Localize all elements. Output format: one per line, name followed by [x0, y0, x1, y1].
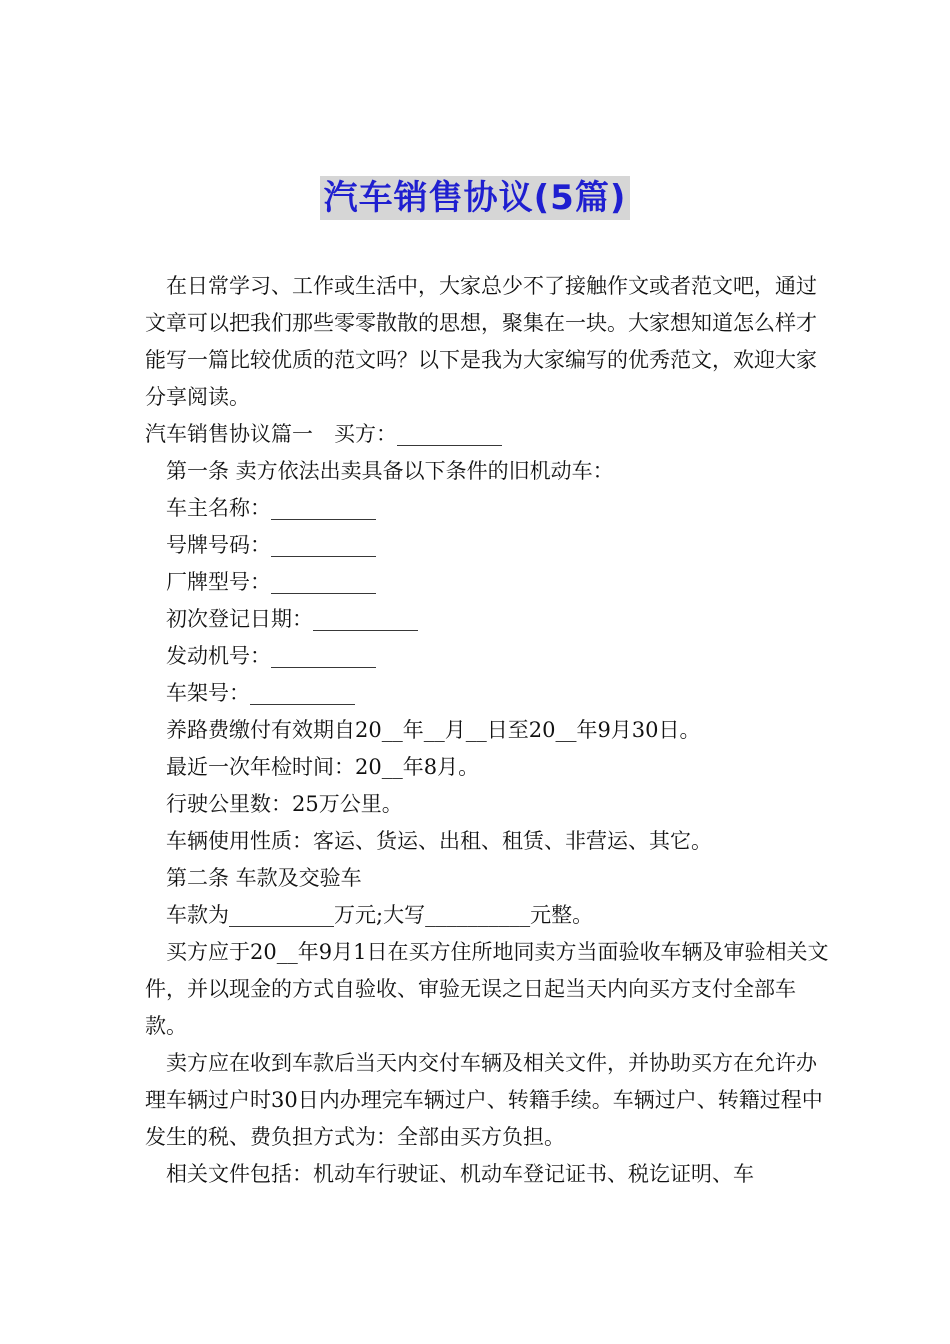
section-heading-buyer: 汽车销售协议篇一 买方：__________ — [145, 422, 502, 446]
document-body — [145, 268, 835, 1193]
article-one: 第一条 卖方依法出卖具备以下条件的旧机动车： — [166, 459, 614, 483]
field-usage-type: 车辆使用性质：客运、货运、出租、租赁、非营运、其它。 — [166, 829, 712, 853]
field-last-inspection: 最近一次年检时间：20__年8月。 — [166, 755, 480, 779]
field-registration-date: 初次登记日期：__________ — [166, 607, 418, 631]
field-engine-number: 发动机号：__________ — [166, 644, 376, 668]
field-frame-number: 车架号：__________ — [166, 681, 355, 705]
document-title: 汽车销售协议(5篇) — [320, 176, 631, 220]
paragraph-documents: 相关文件包括：机动车行驶证、机动车登记证书、税讫证明、车 — [166, 1162, 754, 1186]
field-plate-number: 号牌号码：__________ — [166, 533, 376, 557]
paragraph-delivery: 卖方应在收到车款后当天内交付车辆及相关文件，并协助买方在允许办理车辆过户时30日内办理完车辆过户、转籍手续。车辆过户、转籍过程中发生的税、费负担方式为：全部由买方负担。 — [145, 1051, 823, 1149]
field-price: 车款为__________万元;大写__________元整。 — [166, 903, 594, 927]
title-container — [0, 176, 950, 220]
paragraph-payment: 买方应于20__年9月1日在买方住所地同卖方当面验收车辆及审验相关文件，并以现金的方式自验收、审验无误之日起当天内向买方支付全部车款。 — [145, 940, 829, 1038]
field-owner-name: 车主名称：__________ — [166, 496, 376, 520]
intro-paragraph: 在日常学习、工作或生活中，大家总少不了接触作文或者范文吧，通过文章可以把我们那些零零散散的思想，聚集在一块。大家想知道怎么样才能写一篇比较优质的范文吗？以下是我为大家编写的优秀范文，欢迎大家分享阅读。 — [145, 274, 817, 409]
article-two: 第二条 车款及交验车 — [166, 866, 362, 890]
field-mileage: 行驶公里数：25万公里。 — [166, 792, 403, 816]
field-road-fee-validity: 养路费缴付有效期自20__年__月__日至20__年9月30日。 — [166, 718, 701, 742]
field-brand-model: 厂牌型号：__________ — [166, 570, 376, 594]
